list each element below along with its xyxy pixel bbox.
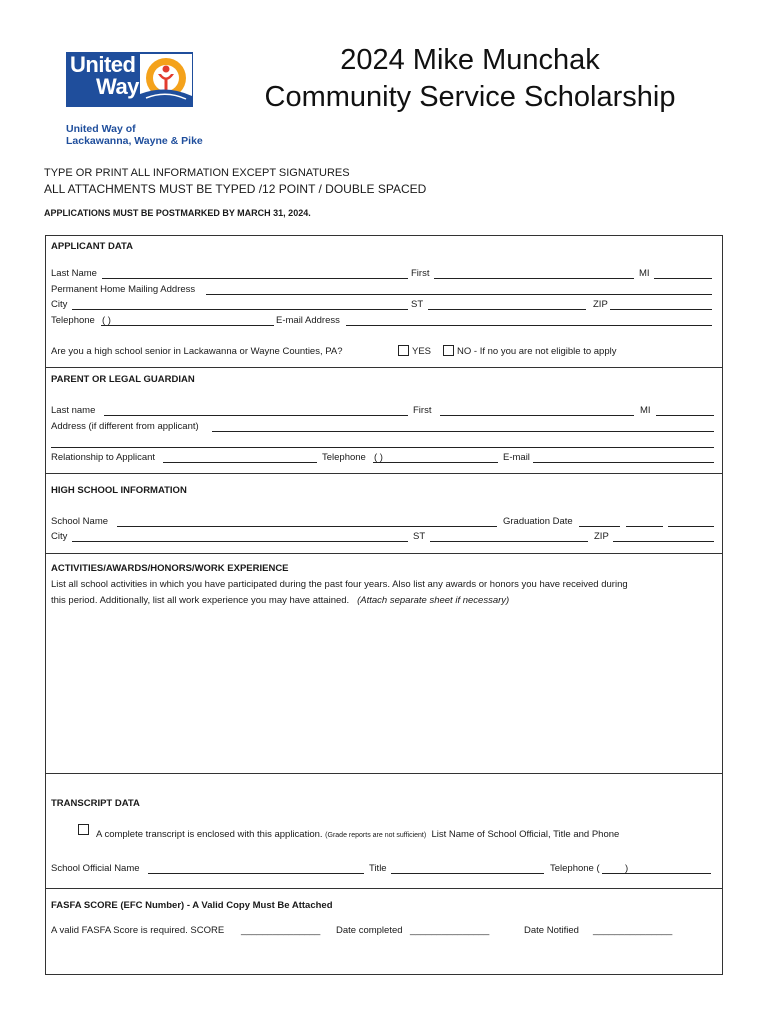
- applicant-telephone-field[interactable]: [101, 325, 274, 326]
- org-name-line2: Lackawanna, Wayne & Pike: [66, 135, 203, 147]
- fasfa-date-notified-label: Date Notified: [524, 925, 579, 936]
- fasfa-date-notified-field[interactable]: _______________: [593, 925, 673, 936]
- transcript-enclosed-checkbox[interactable]: [78, 824, 89, 835]
- applicant-address-field[interactable]: [206, 294, 712, 295]
- transcript-enclosed-line: [96, 829, 619, 840]
- school-zip-label: ZIP: [594, 531, 609, 542]
- guardian-address-field[interactable]: [212, 431, 714, 432]
- activities-instruction-line2: [51, 595, 509, 606]
- school-city-label: City: [51, 531, 68, 542]
- applicant-last-name-label: Last Name: [51, 268, 97, 279]
- guardian-first-label: First: [413, 405, 432, 416]
- transcript-grade-note: (Grade reports are not sufficient): [325, 832, 427, 839]
- guardian-relationship-field[interactable]: [163, 462, 317, 463]
- logo-word-united: United: [70, 52, 136, 77]
- transcript-header: TRANSCRIPT DATA: [51, 798, 140, 809]
- graduation-year-field[interactable]: [668, 526, 714, 527]
- senior-yes-label: YES: [412, 346, 432, 357]
- activities-instruction-text: this period. Additionally, list all work experience you may have attained.: [51, 595, 350, 606]
- official-title-label: Title: [369, 863, 387, 874]
- activities-attach-note: (Attach separate sheet if necessary): [357, 595, 510, 606]
- applicant-address-label: Permanent Home Mailing Address: [51, 284, 196, 295]
- applicant-st-label: ST: [411, 299, 424, 310]
- official-title-field[interactable]: [391, 873, 544, 874]
- school-city-field[interactable]: [72, 541, 408, 542]
- united-way-emblem-icon: [140, 54, 192, 105]
- applicant-header: APPLICANT DATA: [51, 241, 133, 252]
- section-divider: [45, 553, 723, 554]
- applicant-mi-label: MI: [639, 268, 650, 279]
- school-name-field[interactable]: [117, 526, 497, 527]
- title-line1: 2024 Mike Munchak: [340, 44, 600, 76]
- transcript-enclosed-label: A complete transcript is enclosed with this application.: [96, 829, 323, 840]
- guardian-mi-label: MI: [640, 405, 651, 416]
- school-st-field[interactable]: [430, 541, 588, 542]
- applicant-zip-field[interactable]: [610, 309, 712, 310]
- activities-header: ACTIVITIES/AWARDS/HONORS/WORK EXPERIENCE: [51, 563, 289, 574]
- school-official-label: School Official Name: [51, 863, 140, 874]
- section-divider: [45, 773, 723, 774]
- official-telephone-close: ): [625, 863, 629, 874]
- instruction-attachments: ALL ATTACHMENTS MUST BE TYPED /12 POINT / DOUBLE SPACED: [44, 182, 427, 196]
- school-name-label: School Name: [51, 516, 109, 527]
- school-zip-field[interactable]: [613, 541, 714, 542]
- high-school-header: HIGH SCHOOL INFORMATION: [51, 485, 187, 496]
- school-st-label: ST: [413, 531, 426, 542]
- applicant-first-field[interactable]: [434, 278, 634, 279]
- graduation-month-field[interactable]: [579, 526, 620, 527]
- guardian-first-field[interactable]: [440, 415, 634, 416]
- official-telephone-label: Telephone (: [550, 863, 600, 874]
- senior-yes-checkbox[interactable]: [398, 345, 409, 356]
- fasfa-header: FASFA SCORE (EFC Number) - A Valid Copy Must Be Attached: [51, 900, 333, 911]
- guardian-phone-parens: ( ): [374, 452, 383, 463]
- guardian-last-name-label: Last name: [51, 405, 96, 416]
- school-official-field[interactable]: [148, 873, 364, 874]
- instruction-print: TYPE OR PRINT ALL INFORMATION EXCEPT SIGNATURES: [44, 167, 350, 179]
- senior-no-label: NO - If no you are not eligible to apply: [457, 346, 617, 357]
- fasfa-date-completed-field[interactable]: _______________: [410, 925, 490, 936]
- applicant-telephone-label: Telephone: [51, 315, 95, 326]
- applicant-email-field[interactable]: [346, 325, 712, 326]
- applicant-phone-parens: ( ): [102, 315, 111, 326]
- section-divider: [45, 473, 723, 474]
- applicant-last-name-field[interactable]: [102, 278, 408, 279]
- senior-question: Are you a high school senior in Lackawanna or Wayne Counties, PA?: [51, 346, 343, 357]
- applicant-email-label: E-mail Address: [276, 315, 340, 326]
- guardian-address-label: Address (if different from applicant): [51, 421, 199, 432]
- guardian-address-field-2[interactable]: [51, 447, 714, 448]
- official-telephone-field[interactable]: [602, 873, 711, 874]
- applicant-mi-field[interactable]: [654, 278, 712, 279]
- activities-text-area[interactable]: [52, 612, 716, 767]
- applicant-first-label: First: [411, 268, 430, 279]
- guardian-email-field[interactable]: [533, 462, 714, 463]
- org-name: [66, 123, 203, 147]
- instruction-postmark: APPLICATIONS MUST BE POSTMARKED BY MARCH 31, 2024.: [44, 208, 311, 218]
- activities-instruction-line1: List all school activities in which you have participated during the past four years. Also list any awards or honors you have received during: [51, 579, 628, 590]
- fasfa-date-completed-label: Date completed: [336, 925, 403, 936]
- graduation-day-field[interactable]: [626, 526, 663, 527]
- guardian-header: PARENT OR LEGAL GUARDIAN: [51, 374, 195, 385]
- logo-word-way: Way: [96, 74, 139, 99]
- senior-no-checkbox[interactable]: [443, 345, 454, 356]
- graduation-date-label: Graduation Date: [503, 516, 573, 527]
- fasfa-score-field[interactable]: _______________: [241, 925, 321, 936]
- guardian-telephone-label: Telephone: [322, 452, 366, 463]
- page-title: [240, 42, 700, 116]
- applicant-st-field[interactable]: [428, 309, 586, 310]
- guardian-relationship-label: Relationship to Applicant: [51, 452, 156, 463]
- guardian-mi-field[interactable]: [656, 415, 714, 416]
- transcript-list-note: List Name of School Official, Title and Phone: [431, 829, 620, 840]
- fasfa-required-label: A valid FASFA Score is required. SCORE: [51, 925, 225, 936]
- section-divider: [45, 367, 723, 368]
- org-name-line1: United Way of: [66, 123, 136, 135]
- applicant-zip-label: ZIP: [593, 299, 608, 310]
- guardian-email-label: E-mail: [503, 452, 530, 463]
- applicant-city-field[interactable]: [72, 309, 408, 310]
- title-line2: Community Service Scholarship: [264, 81, 676, 113]
- applicant-city-label: City: [51, 299, 68, 310]
- section-divider: [45, 888, 723, 889]
- guardian-telephone-field[interactable]: [373, 462, 498, 463]
- guardian-last-name-field[interactable]: [104, 415, 408, 416]
- logo-wordmark: [70, 54, 139, 98]
